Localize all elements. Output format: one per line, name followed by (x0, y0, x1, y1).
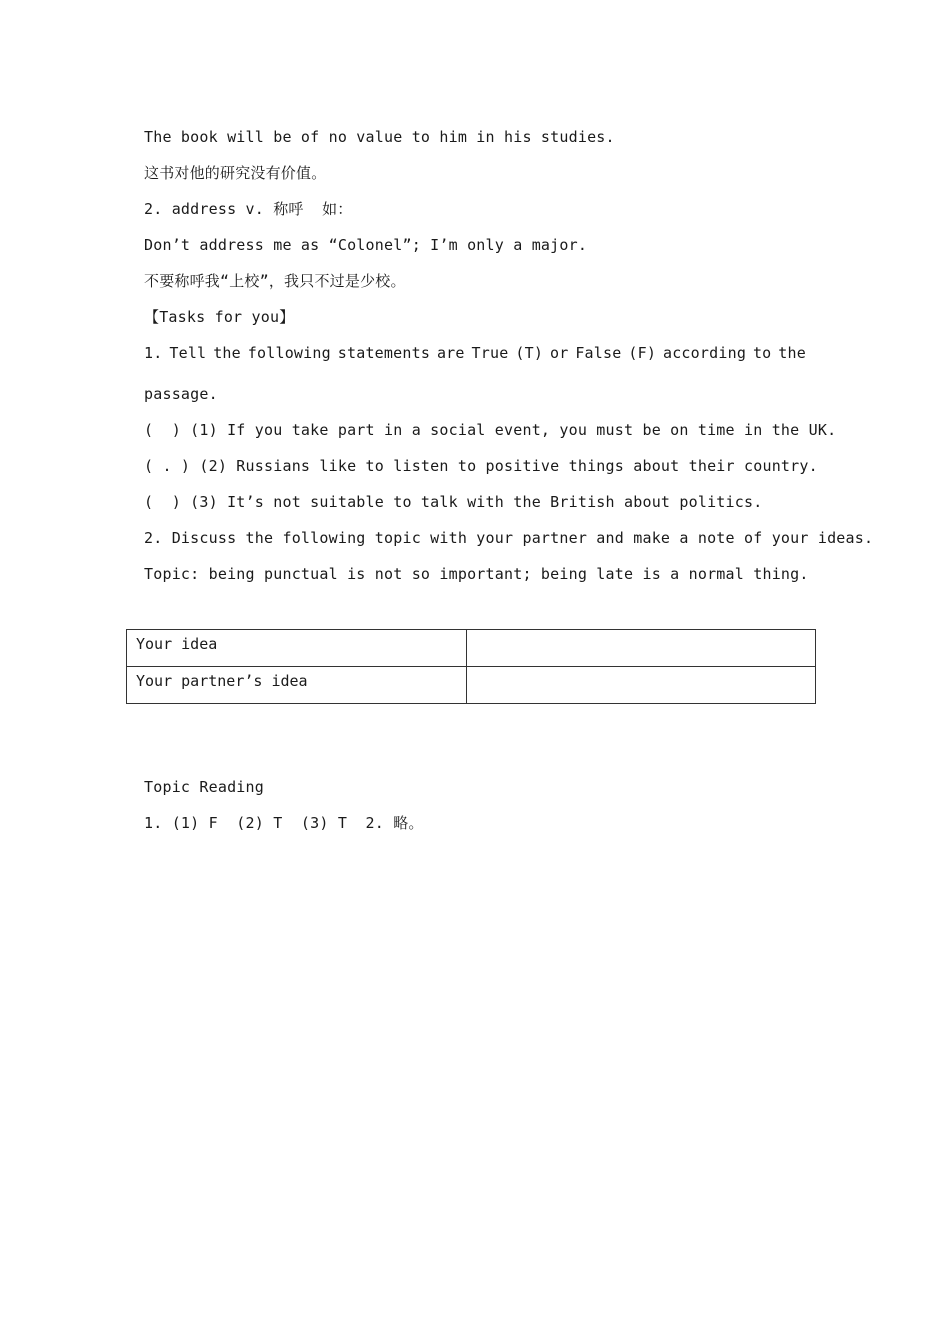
tasks-heading: 【Tasks for you】 (144, 308, 295, 326)
table-row (127, 667, 816, 704)
statement-1: ( ) (1) If you take part in a social event, you must be on time in the UK. (144, 421, 837, 439)
ideas-table (126, 629, 816, 704)
task-2-instruction: 2. Discuss the following topic with your partner and make a note of your ideas. (144, 529, 874, 547)
vocab-example-1-en: The book will be of no value to him in his studies. (144, 128, 615, 146)
partner-idea-label: Your partner’s idea (127, 667, 467, 704)
topic-line: Topic: being punctual is not so important; being late is a normal thing. (144, 565, 809, 583)
task-1-word: Tell (169, 344, 207, 362)
task-1-continuation: passage. (144, 385, 218, 403)
your-idea-cell[interactable] (466, 630, 815, 667)
table-row (127, 630, 816, 667)
your-idea-label: Your idea (127, 630, 467, 667)
task-1-word: the (778, 344, 806, 362)
task-1-word: (F) (628, 344, 657, 362)
partner-idea-cell[interactable] (466, 667, 815, 704)
task-1-word: the (213, 344, 241, 362)
task-1-word: following (247, 344, 331, 362)
task-1-word: according (662, 344, 747, 362)
statement-2: ( . ) (2) Russians like to listen to positive things about their country. (144, 457, 818, 475)
task-1-word: are (436, 344, 465, 362)
vocab-example-2-zh: 不要称呼我“上校”，我只不过是少校。 (144, 272, 406, 290)
answers-text: 1. (1) F (2) T (3) T 2. 略。 (144, 814, 424, 832)
vocab-item-2-heading: 2. address v. 称呼 如： (144, 200, 353, 218)
answers-heading: Topic Reading (144, 778, 264, 796)
vocab-example-1-zh: 这书对他的研究没有价值。 (144, 164, 327, 182)
task-1-word: False (575, 344, 622, 362)
task-1-word: statements (337, 344, 431, 362)
task-1-word: True (471, 344, 509, 362)
task-1-word: (T) (515, 344, 544, 362)
task-1-word: or (549, 344, 569, 362)
vocab-example-2-en: Don’t address me as “Colonel”; I’m only a major. (144, 236, 588, 254)
task-1-word: to (752, 344, 772, 362)
statement-3: ( ) (3) It’s not suitable to talk with the British about politics. (144, 493, 763, 511)
task-1-word: 1. (144, 344, 163, 362)
task-1-instruction (144, 343, 806, 363)
